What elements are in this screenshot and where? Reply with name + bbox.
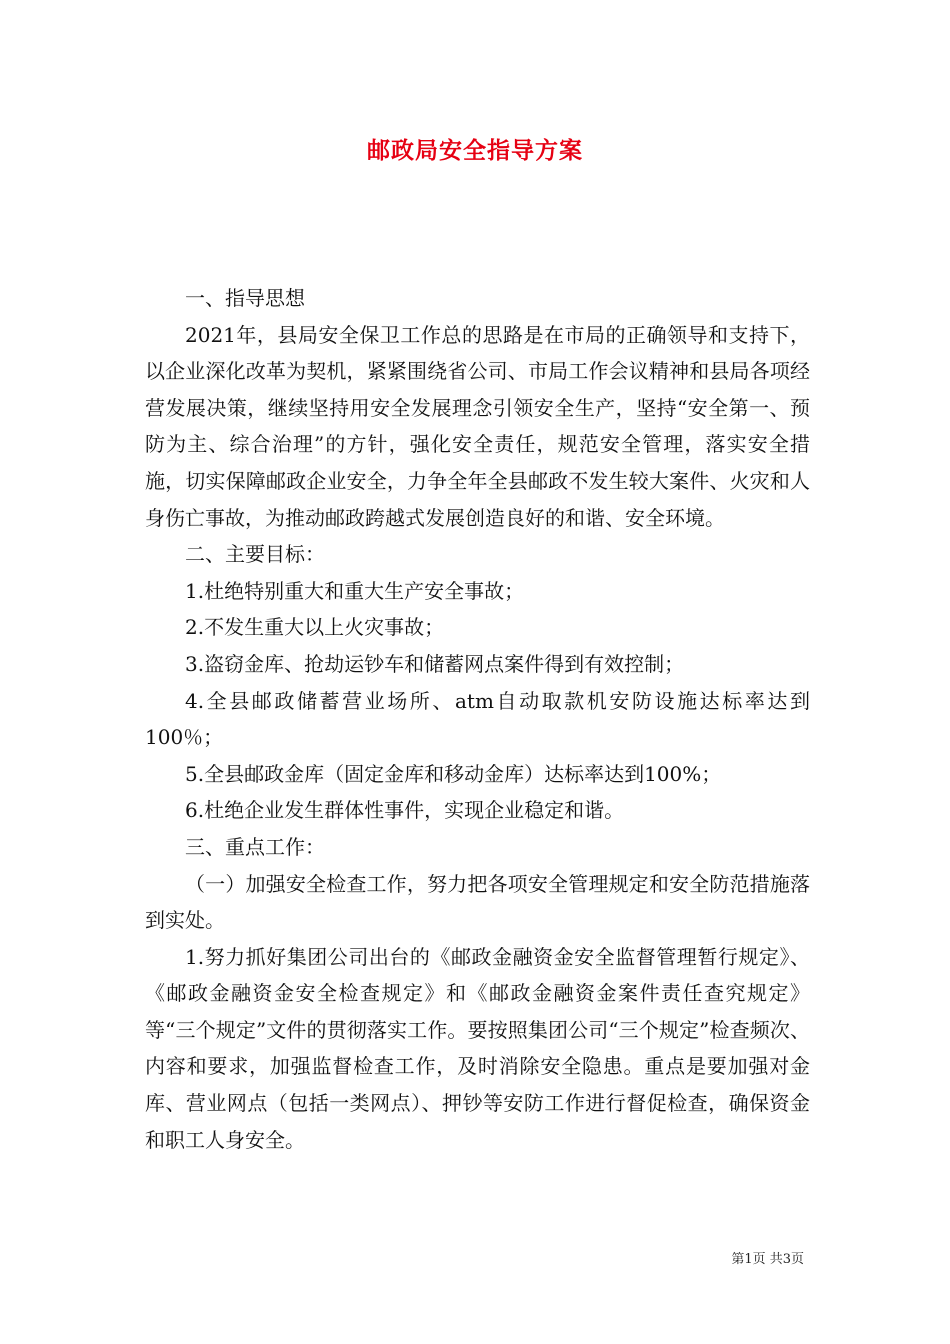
goal-item-4: 4.全县邮政储蓄营业场所、atm自动取款机安防设施达标率达到100％；: [145, 688, 810, 750]
paragraph-guiding-thought: 2021年，县局安全保卫工作总的思路是在市局的正确领导和支持下，以企业深化改革为契机，紧紧围绕省公司、市局工作会议精神和县局各项经营发展决策，继续坚持用安全发展理念引领安全生产，坚持“安全第一、预防为主、综合治理”的方针，强化安全责任，规范安全管理，落实安全措施，切实保障邮政企业安全，力争全年全县邮政不发生较大案件、火灾和人身伤亡事故，为推动邮政跨越式发展创造良好的和谐、安全环境。: [145, 322, 810, 530]
document-body: [145, 280, 810, 1158]
goal-item-3: 3.盗窃金库、抢劫运钞车和储蓄网点案件得到有效控制；: [185, 651, 685, 676]
goal-item-2: 2.不发生重大以上火灾事故；: [185, 615, 445, 640]
heading-main-goals: 二、主要目标：: [185, 542, 325, 567]
heading-guiding-thought: 一、指导思想: [185, 286, 305, 310]
goal-item-1: 1.杜绝特别重大和重大生产安全事故；: [185, 578, 525, 603]
heading-key-work: 三、重点工作：: [185, 834, 325, 859]
goal-item-6: 6.杜绝企业发生群体性事件，实现企业稳定和谐。: [185, 798, 625, 823]
page-number-footer: 第1页 共3页: [731, 1252, 804, 1267]
document-title: 邮政局安全指导方案: [367, 137, 583, 164]
goal-item-5: 5.全县邮政金库（固定金库和移动金库）达标率达到100%；: [185, 761, 722, 786]
paragraph-three-regulations: 1.努力抓好集团公司出台的《邮政金融资金安全监督管理暂行规定》、《邮政金融资金安全检查规定》和《邮政金融资金案件责任查究规定》等“三个规定”文件的贯彻落实工作。要按照集团公司“三个规定”检查频次、内容和要求，加强监督检查工作，及时消除安全隐患。重点是要加强对金库、营业网点（包括一类网点）、押钞等安防工作进行督促检查，确保资金和职工人身安全。: [145, 944, 810, 1152]
subheading-safety-inspection: （一）加强安全检查工作，努力把各项安全管理规定和安全防范措施落到实处。: [145, 871, 810, 933]
